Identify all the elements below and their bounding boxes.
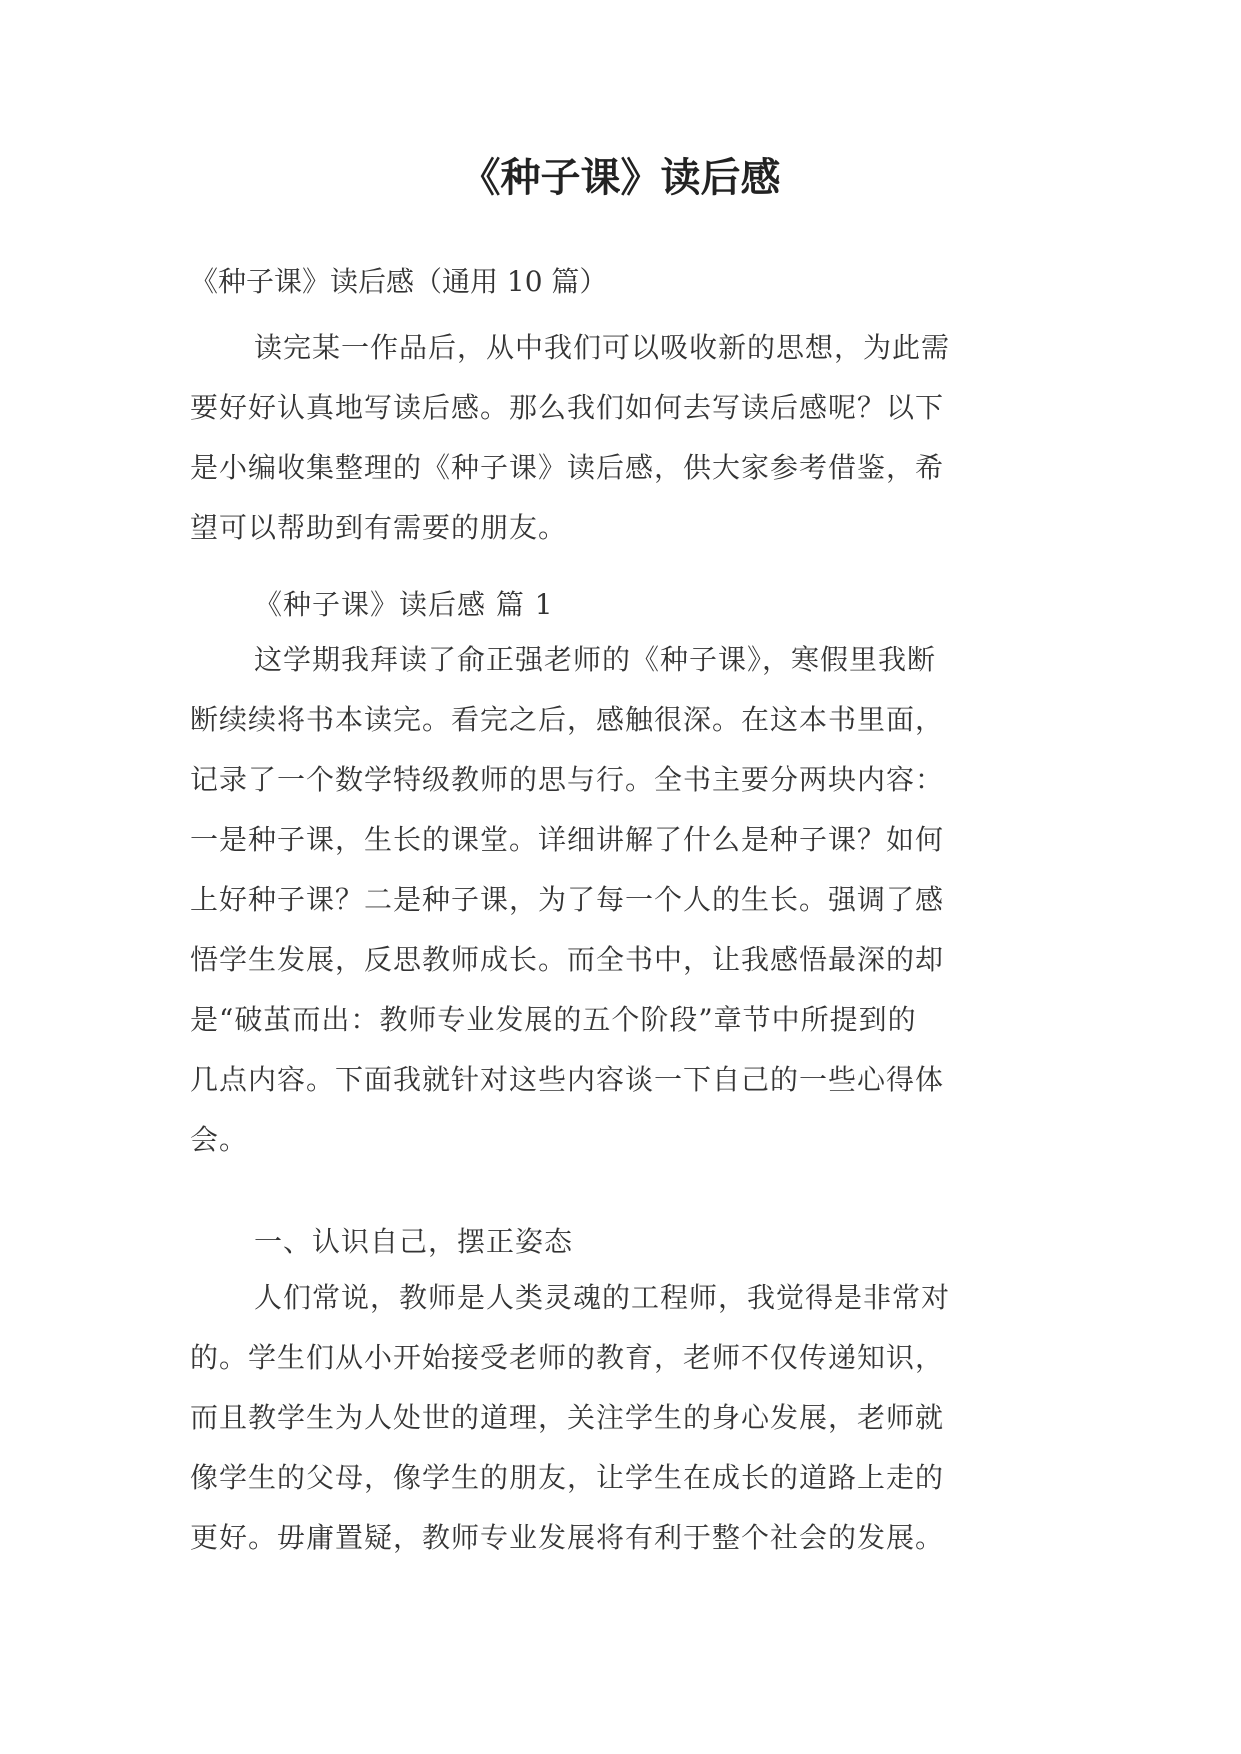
paragraph-line: 是“破茧而出：教师专业发展的五个阶段”章节中所提到的	[190, 1003, 917, 1036]
paragraph-line: 的。学生们从小开始接受老师的教育，老师不仅传递知识，	[190, 1341, 945, 1374]
section1-paragraph	[190, 630, 1052, 1170]
point1-paragraph	[190, 1268, 1052, 1568]
paragraph-line: 更好。毋庸置疑，教师专业发展将有利于整个社会的发展。	[190, 1521, 945, 1554]
intro-line: 是小编收集整理的《种子课》读后感，供大家参考借鉴，希	[190, 451, 945, 484]
paragraph-line: 这学期我拜读了俞正强老师的《种子课》，寒假里我断	[254, 643, 937, 676]
paragraph-line: 一是种子课，生长的课堂。详细讲解了什么是种子课？如何	[190, 823, 945, 856]
paragraph-line: 记录了一个数学特级教师的思与行。全书主要分两块内容：	[190, 763, 945, 796]
paragraph-line: 悟学生发展，反思教师成长。而全书中，让我感悟最深的却	[190, 943, 945, 976]
paragraph-line: 断续续将书本读完。看完之后，感触很深。在这本书里面，	[190, 703, 945, 736]
paragraph-line: 人们常说，教师是人类灵魂的工程师，我觉得是非常对	[254, 1281, 951, 1314]
paragraph-line: 上好种子课？二是种子课，为了每一个人的生长。强调了感	[190, 883, 945, 916]
document-subtitle: 《种子课》读后感（通用 10 篇）	[190, 265, 608, 298]
paragraph-line: 像学生的父母，像学生的朋友，让学生在成长的道路上走的	[190, 1461, 945, 1494]
paragraph-line: 会。	[190, 1123, 249, 1156]
document-title: 《种子课》读后感	[460, 155, 781, 201]
paragraph-line: 几点内容。下面我就针对这些内容谈一下自己的一些心得体	[190, 1063, 945, 1096]
intro-line: 读完某一作品后，从中我们可以吸收新的思想，为此需	[254, 331, 951, 364]
intro-paragraph	[190, 318, 1052, 558]
section-heading: 《种子课》读后感 篇 1	[254, 588, 554, 621]
point-heading: 一、认识自己，摆正姿态	[254, 1225, 574, 1258]
intro-line: 望可以帮助到有需要的朋友。	[190, 511, 568, 544]
paragraph-line: 而且教学生为人处世的道理，关注学生的身心发展，老师就	[190, 1401, 945, 1434]
intro-line: 要好好认真地写读后感。那么我们如何去写读后感呢？以下	[190, 391, 945, 424]
